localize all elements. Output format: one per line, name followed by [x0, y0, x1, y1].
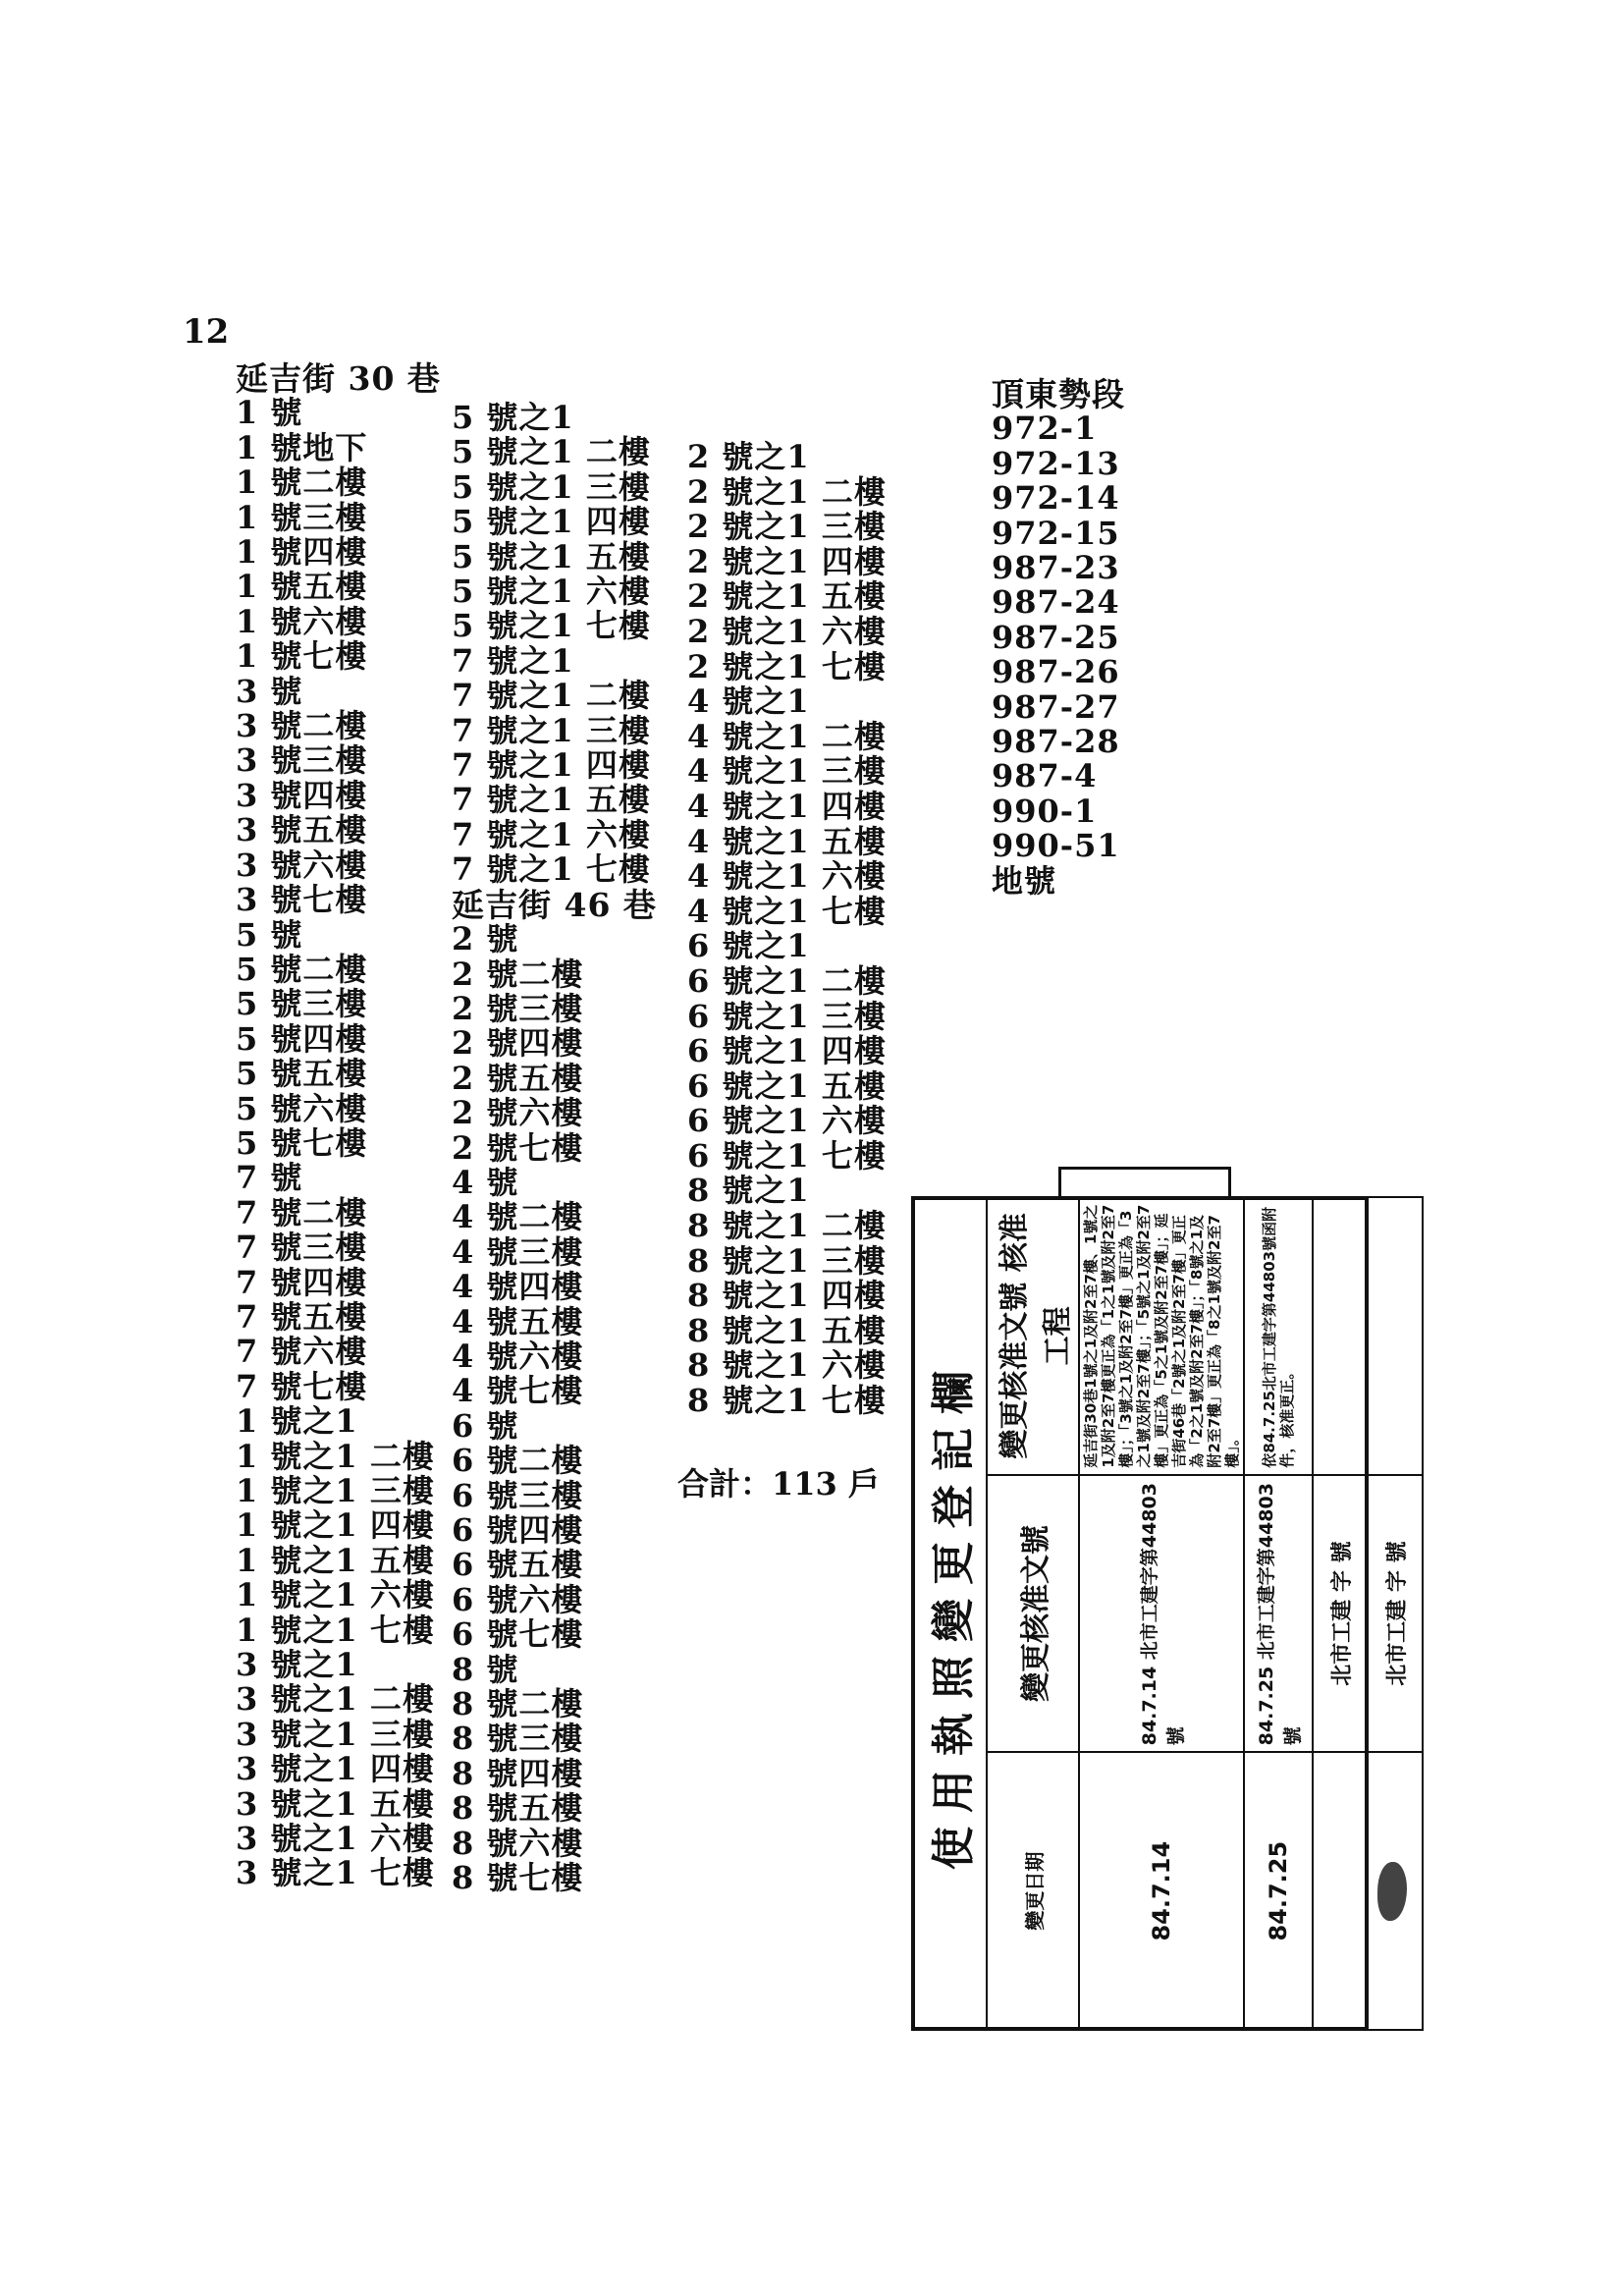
list-item: 8 號七樓: [452, 1859, 584, 1897]
table-row: [1244, 1197, 1313, 2030]
list-item: 972-15: [992, 514, 1120, 552]
list-item: 4 號之1 六樓: [687, 857, 887, 896]
header-date: 變更日期: [987, 1752, 1079, 2030]
list-item: 2 號之1 七樓: [687, 647, 887, 685]
list-item: 8 號三樓: [452, 1720, 584, 1758]
list-item: 6 號之1 四樓: [687, 1032, 887, 1070]
list-item: 1 號七樓: [236, 637, 368, 676]
ink-blot: [1377, 1862, 1407, 1921]
list-item: 2 號三樓: [452, 989, 584, 1027]
list-item: 1 號: [236, 394, 303, 432]
list-item: 4 號之1 三樓: [687, 752, 887, 791]
list-item: 4 號七樓: [452, 1372, 584, 1410]
list-item: 8 號之1 四樓: [687, 1277, 887, 1315]
row-text-empty: [1368, 1197, 1423, 1475]
row-text: 依84.7.25北市工建字第44803號函附件，核准更正。: [1244, 1197, 1313, 1475]
list-item: 8 號之1 二樓: [687, 1207, 887, 1245]
list-item: 4 號之1 五樓: [687, 822, 887, 860]
list-item: 3 號之1 二樓: [236, 1680, 435, 1719]
address-column-2: [452, 401, 657, 1895]
list-item: 8 號之1 五樓: [687, 1311, 887, 1349]
list-item: 5 號四樓: [236, 1019, 368, 1058]
list-item: 987-24: [992, 583, 1120, 622]
list-item: 7 號四樓: [236, 1263, 368, 1301]
list-item: 2 號之1 四樓: [687, 542, 887, 580]
row-permit: 84.7.14 北市工建字第44803號: [1079, 1475, 1244, 1753]
list-item: 7 號二樓: [236, 1193, 368, 1231]
list-item: 7 號之1: [452, 641, 574, 680]
list-item: 972-1: [992, 410, 1098, 448]
list-item: 7 號之1 五樓: [452, 781, 651, 819]
table-row: [1368, 1197, 1423, 2030]
list-item: 7 號之1 六樓: [452, 815, 651, 853]
stamp-content: [911, 1196, 1410, 2031]
list-item: 2 號七樓: [452, 1128, 584, 1167]
list-item: 6 號二樓: [452, 1442, 584, 1480]
household-total: 合計：113 戶: [677, 1465, 880, 1503]
page-corner-mark: 12: [183, 312, 230, 352]
list-item: 6 號: [452, 1406, 519, 1445]
list-item: 1 號之1 三樓: [236, 1472, 435, 1509]
list-item: 990-1: [992, 792, 1098, 830]
list-item: 987-4: [992, 757, 1098, 795]
list-item: 5 號之1 四樓: [452, 503, 651, 541]
permit-prefix: 北市工建: [1328, 1599, 1355, 1686]
list-item: 6 號之1 七樓: [687, 1136, 887, 1175]
list-item: 1 號三樓: [236, 498, 368, 536]
list-item: 7 號: [236, 1159, 303, 1197]
list-item: 3 號之1 三樓: [236, 1715, 435, 1753]
list-item: 987-27: [992, 687, 1120, 726]
list-item: 3 號之1 四樓: [236, 1750, 435, 1788]
list-item: 5 號三樓: [236, 985, 368, 1023]
list-item: 1 號之1 七樓: [236, 1611, 435, 1649]
list-item: 4 號之1 二樓: [687, 717, 887, 755]
list-item: 5 號五樓: [236, 1055, 368, 1093]
list-item: 5 號之1 三樓: [452, 467, 651, 506]
list-item: 2 號之1 二樓: [687, 472, 887, 511]
row-date-blot: [1368, 1752, 1423, 2030]
list-item: 3 號四樓: [236, 776, 368, 814]
list-item: 4 號之1: [687, 683, 810, 721]
list-item: 2 號四樓: [452, 1024, 584, 1063]
list-item: 6 號七樓: [452, 1615, 584, 1654]
permit-suffix: 號: [1328, 1541, 1355, 1563]
header-permit: 變更核准文號: [987, 1475, 1079, 1753]
list-item: 5 號: [236, 915, 303, 954]
header-text: 變更核准文號 核准工程: [987, 1197, 1079, 1475]
list-item: 6 號之1 五樓: [687, 1066, 887, 1105]
row-permit: 84.7.25 北市工建字第44803號: [1244, 1475, 1313, 1753]
list-item: 6 號之1 三樓: [687, 997, 887, 1035]
list-item: 8 號: [452, 1650, 519, 1688]
list-item: 972-13: [992, 444, 1120, 482]
list-item: 7 號七樓: [236, 1367, 368, 1405]
list-item: 5 號二樓: [236, 950, 368, 988]
row-date: 84.7.14: [1079, 1752, 1244, 2030]
list-item: 7 號六樓: [236, 1333, 368, 1371]
list-item: 1 號之1 五樓: [236, 1541, 435, 1579]
list-item: 7 號之1 七樓: [452, 850, 651, 889]
list-item: 5 號之1 二樓: [452, 433, 651, 471]
permit-suffix: 號: [1383, 1541, 1410, 1563]
row-permit-blank: [1313, 1475, 1368, 1753]
permit-mid: 字: [1383, 1570, 1410, 1593]
list-item: 972-14: [992, 479, 1120, 518]
list-item: 2 號之1 三樓: [687, 508, 887, 546]
list-item: 8 號之1: [687, 1172, 810, 1210]
list-item: 7 號之1 四樓: [452, 746, 651, 785]
land-lot-column: [992, 377, 1125, 899]
list-item: 1 號之1: [236, 1402, 358, 1441]
table-row: [1079, 1197, 1244, 2030]
lot-footer: 地號: [992, 861, 1057, 900]
list-item: 7 號三樓: [236, 1229, 368, 1267]
list-item: 7 號五樓: [236, 1297, 368, 1336]
list-item: 990-51: [992, 827, 1120, 865]
permit-mid: 字: [1328, 1570, 1355, 1593]
list-item: 4 號五樓: [452, 1302, 584, 1340]
certificate-stamp: [911, 1167, 1410, 2031]
list-item: 8 號二樓: [452, 1685, 584, 1723]
row-date: 84.7.25: [1244, 1752, 1313, 2030]
stamp-notch: [1058, 1167, 1231, 1199]
list-item: 5 號之1 七樓: [452, 607, 651, 645]
list-item: 6 號五樓: [452, 1546, 584, 1584]
list-item: 1 號六樓: [236, 602, 368, 640]
list-item: 4 號二樓: [452, 1198, 584, 1236]
list-item: 2 號五樓: [452, 1059, 584, 1097]
list-item: 987-28: [992, 723, 1120, 761]
list-item: 6 號之1 六樓: [687, 1102, 887, 1140]
list-item: 4 號四樓: [452, 1268, 584, 1306]
list-item: 1 號地下: [236, 428, 368, 466]
list-item: 4 號之1 四樓: [687, 787, 887, 825]
list-item: 5 號七樓: [236, 1123, 368, 1162]
list-item: 4 號三樓: [452, 1232, 584, 1271]
list-item: 1 號五樓: [236, 568, 368, 606]
row-text: 延吉街30巷1號之1及附2至7樓、1號之1及附2至7樓更正為「1之1號及附2至7樓」；「3號之1及附2至7樓」更正為「3之1號及附2至7樓」；「5號之1及附2至7樓」更正為「5之1號及附2至7樓」；延吉街46巷「2號之1及附2至7樓」更正為「2之1號及附2至7樓」；「8號之1及附2至7樓」更正為「8之1號及附2至7樓」。: [1079, 1197, 1244, 1475]
list-item: 3 號之1: [236, 1646, 358, 1684]
list-item: 2 號: [452, 920, 519, 958]
address-column-1: [236, 361, 441, 1891]
certificate-title: 使用執照變更登記欄: [912, 1197, 987, 2030]
list-item: 4 號之1 七樓: [687, 892, 887, 930]
permit-prefix: 北市工建: [1383, 1599, 1410, 1686]
list-item: 2 號之1 五樓: [687, 577, 887, 616]
list-item: 1 號之1 四樓: [236, 1506, 435, 1545]
row-text-empty: [1313, 1197, 1368, 1475]
address-list: [236, 396, 441, 1890]
list-item: 2 號二樓: [452, 955, 584, 993]
list-item: 8 號五樓: [452, 1789, 584, 1828]
list-item: 5 號之1: [452, 399, 574, 436]
list-item: 6 號四樓: [452, 1511, 584, 1549]
lane-heading: 延吉街 30 巷: [236, 359, 441, 398]
address-list: [452, 401, 657, 888]
stamp-frame: [911, 1196, 1410, 2031]
list-item: 4 號六樓: [452, 1337, 584, 1375]
list-item: 3 號三樓: [236, 741, 368, 780]
list-item: 8 號之1 三樓: [687, 1241, 887, 1280]
list-item: 7 號之1 三樓: [452, 711, 651, 749]
list-item: 3 號五樓: [236, 811, 368, 849]
address-column-3: [687, 440, 887, 1419]
list-item: 987-23: [992, 549, 1120, 587]
address-list: [687, 440, 887, 1419]
list-item: 987-25: [992, 618, 1120, 656]
certificate-table: [911, 1196, 1424, 2031]
list-item: 8 號之1 六樓: [687, 1346, 887, 1385]
address-list: [452, 922, 657, 1895]
list-item: 8 號四樓: [452, 1754, 584, 1792]
list-item: 2 號之1 六樓: [687, 612, 887, 650]
list-item: 5 號之1 六樓: [452, 573, 651, 611]
table-row: [1313, 1197, 1368, 2030]
list-item: 5 號之1 五樓: [452, 537, 651, 575]
list-item: 3 號: [236, 672, 303, 710]
list-item: 6 號六樓: [452, 1580, 584, 1618]
list-item: 3 號二樓: [236, 707, 368, 745]
list-item: 6 號之1 二樓: [687, 961, 887, 1000]
lane-heading: 延吉街 46 巷: [452, 885, 657, 924]
list-item: 2 號之1: [687, 438, 810, 475]
list-item: 8 號六樓: [452, 1824, 584, 1862]
list-item: 3 號七樓: [236, 881, 368, 919]
list-item: 4 號: [452, 1163, 519, 1201]
list-item: 3 號之1 七樓: [236, 1854, 435, 1892]
list-item: 8 號之1 七樓: [687, 1382, 887, 1420]
list-item: 7 號之1 二樓: [452, 677, 651, 715]
list-item: 6 號之1: [687, 927, 810, 965]
list-item: 3 號之1 五樓: [236, 1784, 435, 1823]
row-date-empty: [1313, 1752, 1368, 2030]
list-item: 3 號之1 六樓: [236, 1820, 435, 1858]
list-item: 1 號四樓: [236, 533, 368, 572]
list-item: 3 號六樓: [236, 846, 368, 884]
list-item: 987-26: [992, 653, 1120, 691]
list-item: 6 號三樓: [452, 1476, 584, 1514]
list-item: 1 號之1 六樓: [236, 1576, 435, 1614]
lot-list: [992, 411, 1125, 863]
list-item: 2 號六樓: [452, 1094, 584, 1132]
list-item: 1 號之1 二樓: [236, 1437, 435, 1475]
land-section-heading: 頂東勢段: [992, 375, 1125, 413]
list-item: 1 號二樓: [236, 464, 368, 502]
list-item: 5 號六樓: [236, 1089, 368, 1127]
row-permit-blank: [1368, 1475, 1423, 1753]
